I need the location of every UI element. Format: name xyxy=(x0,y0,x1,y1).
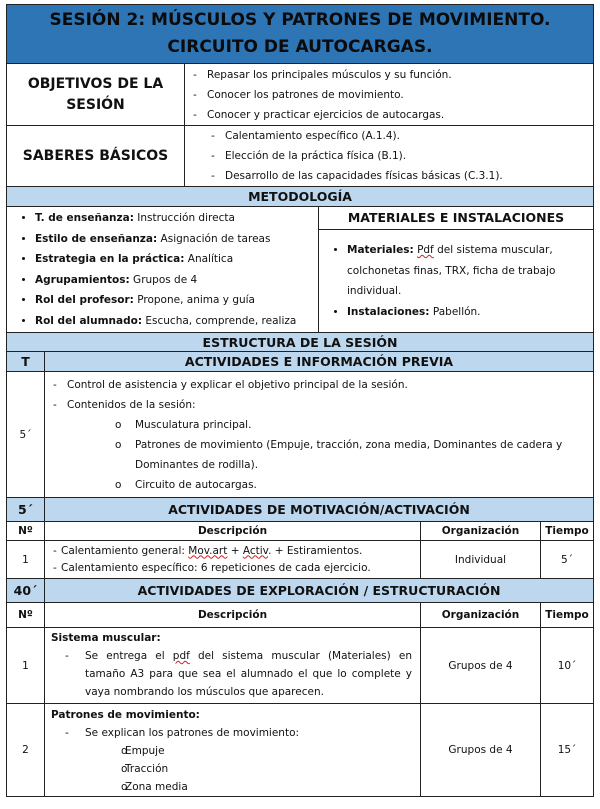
col-n: Nº xyxy=(7,522,45,541)
metodologia-item: • Rol del alumnado: Escucha, comprende, realiza xyxy=(35,311,318,332)
metodologia-item: • Estilo de enseñanza: Asignación de tareas xyxy=(35,229,318,250)
objetivo-item: - Repasar los principales músculos y su función. xyxy=(185,65,593,85)
exploracion-time: 40´ xyxy=(7,579,45,603)
col-tiempo: Tiempo xyxy=(541,603,594,628)
row2-subitem: o Empuje xyxy=(51,742,412,760)
objetivo-item: - Conocer y practicar ejercicios de autocargas. xyxy=(185,105,593,125)
metodologia-item: • Rol del profesor: Propone, anima y guía xyxy=(35,290,318,311)
metodologia-list xyxy=(7,208,318,331)
saber-item: - Elección de la práctica física (B.1). xyxy=(203,146,593,166)
previa-subitem: o Musculatura principal. xyxy=(45,415,583,435)
session-table xyxy=(6,4,594,797)
saberes-list-cell xyxy=(185,126,594,187)
metodologia-item: • T. de enseñanza: Instrucción directa xyxy=(35,208,318,229)
exploracion-row2-desc xyxy=(45,704,421,797)
motivacion-time: 5´ xyxy=(7,498,45,522)
materiales-header: MATERIALES E INSTALACIONES xyxy=(319,207,593,230)
t-header: T xyxy=(7,352,45,372)
motivacion-row-tiempo: 5´ xyxy=(541,541,594,579)
row1-title: Sistema muscular: xyxy=(51,632,161,644)
col-organizacion: Organización xyxy=(421,522,541,541)
metodologia-header: METODOLOGÍA xyxy=(7,187,594,207)
previa-header: ACTIVIDADES E INFORMACIÓN PREVIA xyxy=(45,352,594,372)
row2-title: Patrones de movimiento: xyxy=(51,709,200,721)
motivacion-row-n: 1 xyxy=(7,541,45,579)
objetivos-label: OBJETIVOS DE LA SESIÓN xyxy=(7,64,185,126)
saber-item: - Calentamiento específico (A.1.4). xyxy=(203,126,593,146)
previa-list xyxy=(45,375,583,415)
col-organizacion: Organización xyxy=(421,603,541,628)
motivacion-header: ACTIVIDADES DE MOTIVACIÓN/ACTIVACIÓN xyxy=(45,498,594,522)
previa-subitem: o Circuito de autocargas. xyxy=(45,475,583,495)
materiales-item: • Materiales: Pdf del sistema muscular, colchonetas finas, TRX, ficha de trabajo individual. xyxy=(347,240,585,302)
exploracion-row2-tiempo: 15´ xyxy=(541,704,594,797)
instalaciones-item: • Instalaciones: Pabellón. xyxy=(347,302,585,323)
session-title: SESIÓN 2: MÚSCULOS Y PATRONES DE MOVIMIENTO. CIRCUITO DE AUTOCARGAS. xyxy=(7,5,594,64)
materiales-cell xyxy=(319,207,594,333)
col-descripcion: Descripción xyxy=(45,522,421,541)
exploracion-row1-org: Grupos de 4 xyxy=(421,628,541,704)
motivacion-item: - Calentamiento general: Mov.art + Activ. + Estiramientos. xyxy=(45,543,420,560)
exploracion-row2-n: 2 xyxy=(7,704,45,797)
previa-item: - Control de asistencia y explicar el objetivo principal de la sesión. xyxy=(45,375,583,395)
objetivos-list xyxy=(185,65,593,125)
row2-subitem: o Tracción xyxy=(51,760,412,778)
col-n: Nº xyxy=(7,603,45,628)
previa-sublist xyxy=(45,415,583,495)
saberes-list xyxy=(185,126,593,186)
previa-time: 5´ xyxy=(7,372,45,498)
col-descripcion: Descripción xyxy=(45,603,421,628)
exploracion-row1-tiempo: 10´ xyxy=(541,628,594,704)
motivacion-item: - Calentamiento específico: 6 repeticiones de cada ejercicio. xyxy=(45,560,420,577)
session-document xyxy=(6,4,593,797)
exploracion-header: ACTIVIDADES DE EXPLORACIÓN / ESTRUCTURACIÓN xyxy=(45,579,594,603)
row2-subitem: o Zona media xyxy=(51,778,412,796)
row2-sublist xyxy=(51,742,412,796)
motivacion-row-desc xyxy=(45,541,421,579)
motivacion-list xyxy=(45,543,420,577)
col-tiempo: Tiempo xyxy=(541,522,594,541)
motivacion-row-org: Individual xyxy=(421,541,541,579)
exploracion-row2-org: Grupos de 4 xyxy=(421,704,541,797)
objetivo-item: - Conocer los patrones de movimiento. xyxy=(185,85,593,105)
saber-item: - Desarrollo de las capacidades físicas básicas (C.3.1). xyxy=(203,166,593,186)
row1-text: - Se entrega el pdf del sistema muscular (Materiales) en tamaño A3 para que sea el alumnado el que lo complete y vaya nombrando los músculos que aparecen. xyxy=(65,650,412,698)
row2-text: - Se explican los patrones de movimiento: xyxy=(65,727,300,739)
metodologia-cell xyxy=(7,207,319,333)
metodologia-item: • Estrategia en la práctica: Analítica xyxy=(35,249,318,270)
exploracion-row1-desc xyxy=(45,628,421,704)
objetivos-list-cell xyxy=(185,64,594,126)
previa-content xyxy=(45,372,594,498)
metodologia-item: • Agrupamientos: Grupos de 4 xyxy=(35,270,318,291)
saberes-label: SABERES BÁSICOS xyxy=(7,126,185,187)
materiales-list xyxy=(319,240,593,322)
previa-item: - Contenidos de la sesión: xyxy=(45,395,583,415)
previa-subitem: o Patrones de movimiento (Empuje, tracción, zona media, Dominantes de cadera y Dominantes de rodilla). xyxy=(45,435,583,475)
estructura-header: ESTRUCTURA DE LA SESIÓN xyxy=(7,333,594,352)
exploracion-row1-n: 1 xyxy=(7,628,45,704)
